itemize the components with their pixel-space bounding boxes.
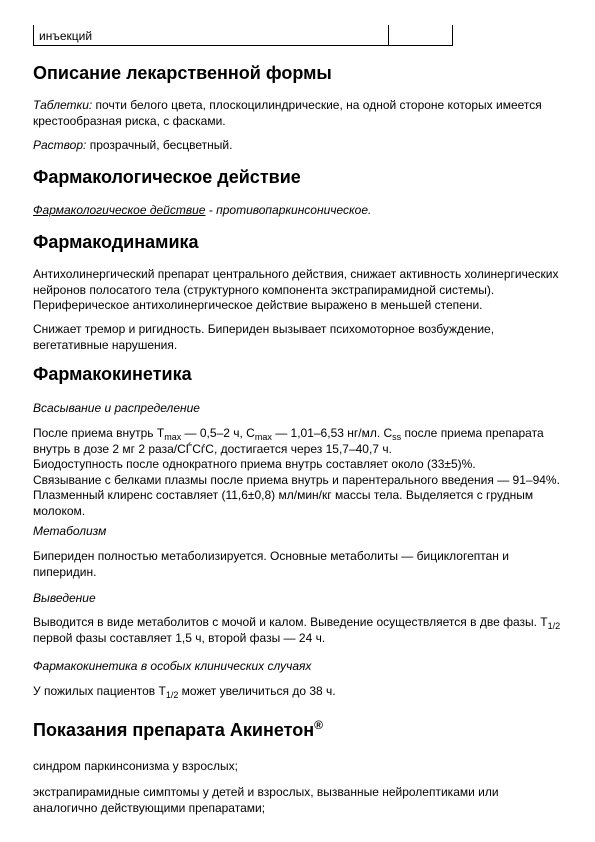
registered-mark: ® xyxy=(314,718,323,732)
section-heading-pharmacokinetics: Фармакокинетика xyxy=(33,364,192,384)
paragraph-excretion: Выводится в виде метаболитов с мочой и калом. Выведение осуществляется в две фазы. $T_{1/2}$ первой фазы составляет 1,5 ч, второй фазы — 24 ч. xyxy=(33,615,561,645)
paragraph-pharmacodynamics-2: Снижает тремор и ригидность. Бипериден вызывает психомоторное возбуждение, вегетативные нарушения. xyxy=(33,322,495,352)
paragraph-special-cases: У пожилых пациентов $T_{1/2}$ может увеличиться до 38 ч. xyxy=(33,684,336,700)
paragraph-absorption xyxy=(33,426,563,519)
text-tablets: почти белого цвета, плоскоцилиндрические, на одной стороне которых имеется крестообразная риска, с фасками. xyxy=(33,98,542,128)
pharm-action-text: - противопаркинсоническое. xyxy=(205,203,372,217)
paragraph-pharmacodynamics-1: Антихолинергический препарат центрального действия, снижает активность холинергических нейронов полосатого тела (структурного компонента экстрапирамидной системы). Периферическое антихолинергическое действие выражено в меньшей степени. xyxy=(33,267,559,312)
subheading-excretion: Выведение xyxy=(33,591,96,605)
table-fragment xyxy=(33,25,453,46)
section-heading-pharmacodynamics: Фармакодинамика xyxy=(33,232,199,252)
bioavailability-text: Биодоступность после однократного приема внутрь составляет около (33±5)%. xyxy=(33,457,476,471)
subheading-absorption: Всасывание и распределение xyxy=(33,401,200,415)
table-cell-text: инъекций xyxy=(39,29,93,43)
table-cell xyxy=(34,25,389,45)
section-heading-indications: Показания препарата Акинетон® xyxy=(33,718,323,740)
protein-binding-text: Связывание с белками плазмы после приема внутрь и парентерального введения — 91–94%. Плазменный клиренс составляет (11,6±0,8) мл/мин/кг массы тела. Выделяется с грудным молоком. xyxy=(33,472,560,518)
paragraph-indication-2: экстрапирамидные симптомы у детей и взрослых, вызванные нейролептиками или аналогично действующими препаратами; xyxy=(33,785,499,815)
subheading-metabolism: Метаболизм xyxy=(33,524,107,538)
subheading-special-cases: Фармакокинетика в особых клинических случаях xyxy=(33,659,312,673)
section-heading-pharm-action: Фармакологическое действие xyxy=(33,167,301,187)
paragraph-solution xyxy=(33,138,563,154)
label-tablets: Таблетки: xyxy=(33,98,93,112)
pharm-action-link[interactable]: Фармакологическое действие xyxy=(33,203,206,217)
absorption-text: После приема внутрь $T_{max}$ — 0,5–2 ч, $C_{max}$ — 1,01–6,53 нг/мл. $C_{ss}$ после приема препарата внутрь в дозе 2 мг 2 раза/СЃСѓС, достигается через 15,7–40,7 ч. xyxy=(33,426,544,456)
paragraph-tablets xyxy=(33,98,563,129)
paragraph-metabolism: Бипериден полностью метаболизируется. Основные метаболиты — бициклогептан и пиперидин. xyxy=(33,549,509,579)
text-solution: прозрачный, бесцветный. xyxy=(89,138,233,152)
paragraph-pharm-action xyxy=(33,203,563,219)
label-solution: Раствор: xyxy=(33,138,87,152)
section-heading-dosage-form: Описание лекарственной формы xyxy=(33,63,332,83)
paragraph-indication-1: синдром паркинсонизма у взрослых; xyxy=(33,759,238,773)
